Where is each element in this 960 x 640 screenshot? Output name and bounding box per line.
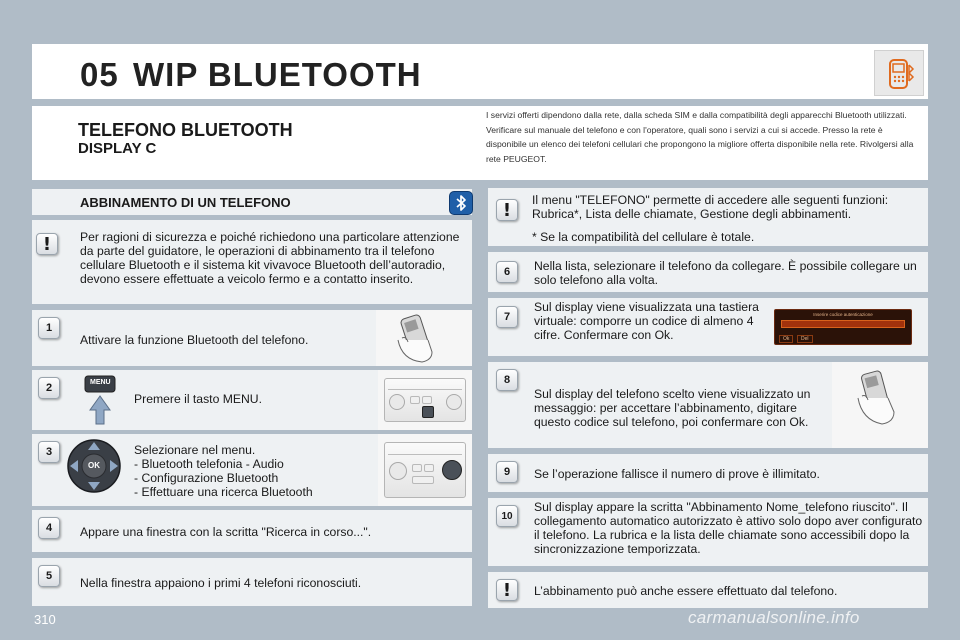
step-8-badge: 8 [496,369,518,391]
radio-button [412,464,422,472]
info-note [486,108,924,166]
left-warning-text: Per ragioni di sicurezza e poiché richiedono una particolare attenzione da parte del guidatore, le operazioni di abbinamento tra il telefono cellulare Bluetooth e il sistema kit vivavoce Bluetooth dell’autoradio, devono essere effettuate a veicolo fermo e a contatto inserito. [80,230,460,286]
step-9-text: Se l’operazione fallisce il numero di prove è illimitato. [534,467,820,481]
step-5-text: Nella finestra appaiono i primi 4 telefoni riconosciuti. [80,576,362,590]
radio-ok-control-image [378,434,472,506]
page-number: 310 [34,612,56,627]
step-1-text: Attivare la funzione Bluetooth del telefono. [80,333,309,347]
step-4-text: Appare una finestra con la scritta "Ricerca in corso...". [80,525,372,539]
step-6-text: Nella lista, selezionare il telefono da collegare. È possibile collegare un solo telefono alla volta. [534,259,917,287]
virtual-keypad-screen [774,309,912,345]
step-3-item: - Effettuare una ricerca Bluetooth [134,485,313,499]
info-line-2: Verificare sul manuale del telefono e con l'operatore, quali sono i servizi a cui si accede. Presso la rete è disponibile un elenco dei telefoni cellulari che propongono la migliore offerta disponibile nella rete. Rivolgersi alla rete PEUGEOT. [486,124,914,164]
step-6-badge: 6 [496,261,518,283]
step-7-text: Sul display viene visualizzata una tastiera virtuale: comporre un codice di almeno 4 cifre. Confermare con Ok. [534,300,759,342]
warning-icon: ! [496,199,518,221]
keypad-digit-row [781,320,905,328]
keypad-ok-button: Ok [779,335,793,343]
ok-key-label: OK [88,461,100,470]
step-9-badge: 9 [496,461,518,483]
section-title: TELEFONO BLUETOOTH [78,120,293,140]
step-10-badge: 10 [496,505,518,527]
chapter-number: 05 [80,56,119,93]
radio-knob-left [389,462,407,480]
radio-menu-key [422,406,434,418]
hand-phone-image [376,310,472,366]
right-warning-text: Il menu "TELEFONO" permette di accedere alle seguenti funzioni: Rubrica*, Lista delle chiamate, Gestione degli abbinamenti. [532,193,889,221]
section-subtitle: DISPLAY C [78,140,157,157]
watermark: carmanualsonline.info [688,608,860,627]
step-2-badge: 2 [38,377,60,399]
radio-button [424,464,434,472]
ok-rotary-control-icon [66,438,122,494]
radio-ok-knob [442,460,462,480]
step-3-item: - Configurazione Bluetooth [134,471,279,485]
radio-button [412,476,434,484]
step-7-badge: 7 [496,306,518,328]
radio-knob-left [389,394,405,410]
radio-knob-right [446,394,462,410]
phone-bluetooth-icon [874,50,924,96]
radio-divider [388,454,462,455]
radio-button [410,396,420,404]
warning-icon: ! [496,579,518,601]
radio-button [422,396,432,404]
step-3-badge: 3 [38,441,60,463]
warning-icon: ! [36,233,58,255]
step-8-text: Sul display del telefono scelto viene visualizzato un messaggio: per accettare l’abbinamento, digitare questo codice sul telefono, poi confermare con Ok. [534,387,811,429]
bluetooth-icon [449,191,473,215]
keypad-del-button: Del [797,335,813,343]
hand-phone-image [832,362,928,448]
step-10-text: Sul display appare la scritta "Abbinamento Nome_telefono riuscito". Il collegamento automatico autorizzato è attivo solo dopo aver configurato il telefono. La rubrica e la lista delle chiamate sono accessibili dopo la sincronizzazione temporizzata. [534,500,923,556]
radio-menu-key-image [378,370,472,430]
keypad-title: Inserire codice autenticazione [813,312,873,317]
info-line-1: I servizi offerti dipendono dalla rete, dalla scheda SIM e dalla compatibilità degli apparecchi Bluetooth utilizzati. [486,110,907,120]
right-footnote: * Se la compatibilità del cellulare è totale. [532,230,755,244]
final-warning-text: L’abbinamento può anche essere effettuato dal telefono. [534,584,838,598]
radio-divider [388,389,462,390]
step-5-badge: 5 [38,565,60,587]
left-heading: ABBINAMENTO DI UN TELEFONO [80,195,291,210]
menu-key-icon [82,374,118,426]
chapter-title: WIP BLUETOOTH [133,56,422,93]
step-4-badge: 4 [38,517,60,539]
step-2-text: Premere il tasto MENU. [134,392,262,406]
step-3-title: Selezionare nel menu. [134,443,256,457]
step-1-badge: 1 [38,317,60,339]
menu-key-label: MENU [90,379,111,386]
step-3-item: - Bluetooth telefonia - Audio [134,457,284,471]
